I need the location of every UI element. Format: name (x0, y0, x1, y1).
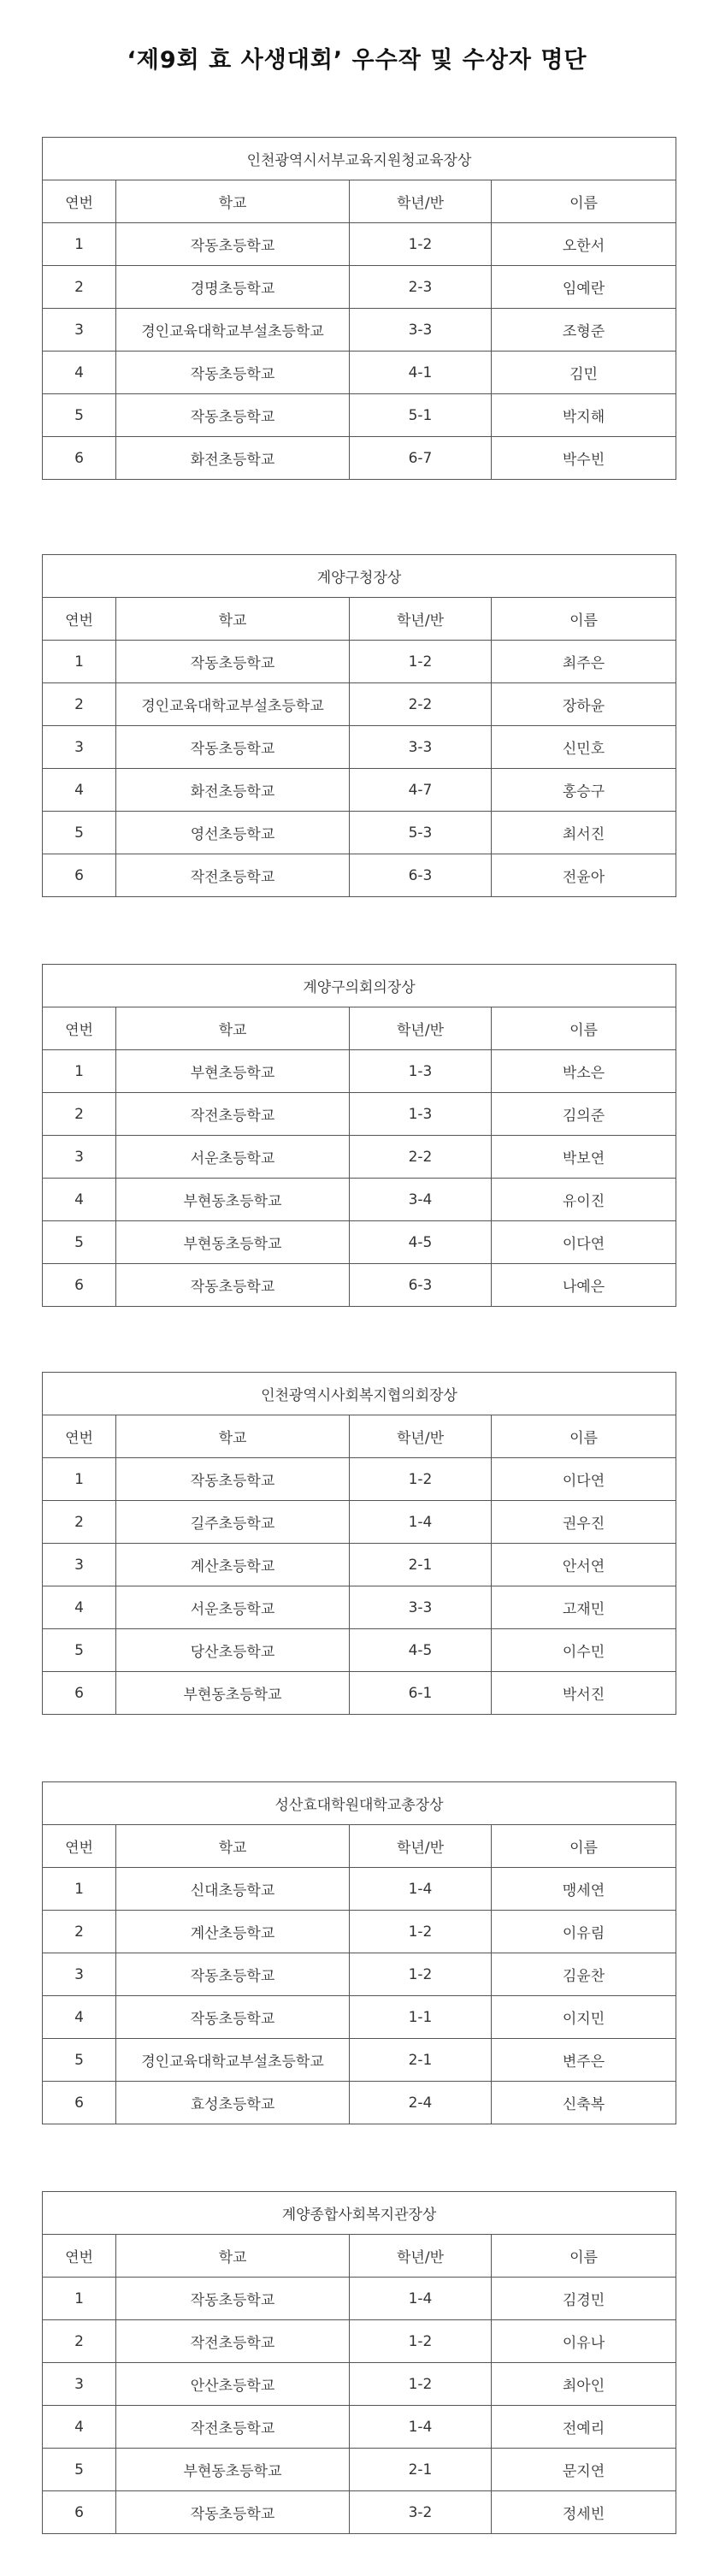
header-school: 학교 (116, 2235, 350, 2278)
cell-school: 계산초등학교 (116, 1911, 350, 1953)
header-grade-class: 학년/반 (350, 598, 492, 641)
header-number: 연번 (43, 180, 116, 223)
cell-grade-class: 1-2 (350, 1458, 492, 1501)
header-grade-class: 학년/반 (350, 1007, 492, 1050)
cell-school: 경인교육대학교부설초등학교 (116, 2039, 350, 2082)
header-grade-class: 학년/반 (350, 1415, 492, 1458)
cell-school: 영선초등학교 (116, 812, 350, 854)
cell-number: 5 (43, 394, 116, 437)
cell-school: 효성초등학교 (116, 2082, 350, 2124)
cell-number: 1 (43, 2278, 116, 2320)
cell-school: 작동초등학교 (116, 2491, 350, 2534)
table-row (43, 1868, 676, 1911)
cell-school: 작동초등학교 (116, 352, 350, 394)
cell-number: 5 (43, 812, 116, 854)
page-title: ‘제9회 효 사생대회’ 우수작 및 수상자 명단 (127, 47, 587, 74)
cell-grade-class: 2-3 (350, 266, 492, 309)
cell-number: 2 (43, 1911, 116, 1953)
cell-name: 이수민 (492, 1629, 676, 1672)
cell-name: 권우진 (492, 1501, 676, 1544)
cell-grade-class: 1-1 (350, 1996, 492, 2039)
cell-school: 작동초등학교 (116, 1458, 350, 1501)
cell-name: 김민 (492, 352, 676, 394)
cell-name: 이유림 (492, 1911, 676, 1953)
cell-school: 경인교육대학교부설초등학교 (116, 683, 350, 726)
award-title: 계양종합사회복지관장상 (43, 2192, 676, 2235)
cell-name: 안서연 (492, 1544, 676, 1586)
cell-grade-class: 1-2 (350, 1953, 492, 1996)
cell-name: 이유나 (492, 2320, 676, 2363)
award-title: 인천광역시서부교육지원청교육장상 (43, 138, 676, 180)
cell-number: 2 (43, 1093, 116, 1136)
table-row (43, 1586, 676, 1629)
cell-name: 김윤찬 (492, 1953, 676, 1996)
table-row (43, 2039, 676, 2082)
cell-school: 작동초등학교 (116, 2278, 350, 2320)
award-table-1 (42, 137, 676, 480)
cell-grade-class: 3-4 (350, 1179, 492, 1221)
cell-grade-class: 1-3 (350, 1050, 492, 1093)
cell-name: 이다연 (492, 1458, 676, 1501)
cell-number: 3 (43, 1136, 116, 1179)
cell-number: 3 (43, 309, 116, 352)
cell-grade-class: 1-2 (350, 1911, 492, 1953)
header-school: 학교 (116, 1825, 350, 1868)
cell-school: 부현동초등학교 (116, 1221, 350, 1264)
header-name: 이름 (492, 1007, 676, 1050)
table-row (43, 1264, 676, 1307)
cell-name: 고재민 (492, 1586, 676, 1629)
table-row (43, 769, 676, 812)
cell-school: 작전초등학교 (116, 2320, 350, 2363)
cell-name: 나예은 (492, 1264, 676, 1307)
table-row (43, 1996, 676, 2039)
header-number: 연번 (43, 1007, 116, 1050)
cell-grade-class: 6-7 (350, 437, 492, 480)
cell-number: 6 (43, 854, 116, 897)
cell-name: 홍승구 (492, 769, 676, 812)
table-row (43, 854, 676, 897)
cell-name: 이다연 (492, 1221, 676, 1264)
header-name: 이름 (492, 1415, 676, 1458)
cell-grade-class: 2-2 (350, 683, 492, 726)
cell-number: 2 (43, 2320, 116, 2363)
cell-grade-class: 1-4 (350, 2406, 492, 2449)
cell-grade-class: 1-4 (350, 1868, 492, 1911)
cell-school: 부현초등학교 (116, 1050, 350, 1093)
cell-school: 부현동초등학교 (116, 1672, 350, 1715)
header-number: 연번 (43, 2235, 116, 2278)
cell-name: 최아인 (492, 2363, 676, 2406)
table-row (43, 1093, 676, 1136)
table-row (43, 2363, 676, 2406)
cell-number: 1 (43, 641, 116, 683)
cell-school: 서운초등학교 (116, 1586, 350, 1629)
cell-grade-class: 1-4 (350, 2278, 492, 2320)
cell-name: 전예리 (492, 2406, 676, 2449)
cell-grade-class: 1-2 (350, 641, 492, 683)
header-grade-class: 학년/반 (350, 180, 492, 223)
header-school: 학교 (116, 1007, 350, 1050)
cell-name: 박소은 (492, 1050, 676, 1093)
cell-number: 4 (43, 1586, 116, 1629)
cell-grade-class: 1-3 (350, 1093, 492, 1136)
cell-school: 작동초등학교 (116, 223, 350, 266)
cell-name: 전윤아 (492, 854, 676, 897)
cell-grade-class: 2-2 (350, 1136, 492, 1179)
cell-name: 최서진 (492, 812, 676, 854)
table-row (43, 1458, 676, 1501)
table-row (43, 1050, 676, 1093)
cell-grade-class: 2-1 (350, 2449, 492, 2491)
cell-school: 작동초등학교 (116, 1996, 350, 2039)
cell-school: 당산초등학교 (116, 1629, 350, 1672)
header-name: 이름 (492, 1825, 676, 1868)
table-row (43, 1221, 676, 1264)
cell-name: 정세빈 (492, 2491, 676, 2534)
cell-grade-class: 1-4 (350, 1501, 492, 1544)
cell-name: 문지연 (492, 2449, 676, 2491)
header-row (43, 1007, 676, 1050)
cell-grade-class: 4-5 (350, 1221, 492, 1264)
header-row (43, 1825, 676, 1868)
cell-grade-class: 2-1 (350, 2039, 492, 2082)
cell-school: 계산초등학교 (116, 1544, 350, 1586)
cell-name: 맹세연 (492, 1868, 676, 1911)
award-table-6 (42, 2191, 676, 2534)
table-row (43, 352, 676, 394)
cell-school: 작전초등학교 (116, 854, 350, 897)
header-row (43, 1415, 676, 1458)
cell-number: 3 (43, 726, 116, 769)
cell-name: 박지해 (492, 394, 676, 437)
cell-school: 길주초등학교 (116, 1501, 350, 1544)
cell-number: 5 (43, 1221, 116, 1264)
table-row (43, 437, 676, 480)
award-table-2 (42, 554, 676, 897)
cell-grade-class: 1-2 (350, 223, 492, 266)
table-row (43, 2406, 676, 2449)
table-row (43, 1629, 676, 1672)
cell-name: 박서진 (492, 1672, 676, 1715)
award-title: 성산효대학원대학교총장상 (43, 1782, 676, 1825)
cell-grade-class: 5-1 (350, 394, 492, 437)
header-name: 이름 (492, 598, 676, 641)
cell-name: 김경민 (492, 2278, 676, 2320)
table-row (43, 2449, 676, 2491)
cell-name: 최주은 (492, 641, 676, 683)
cell-school: 서운초등학교 (116, 1136, 350, 1179)
table-row (43, 812, 676, 854)
cell-number: 2 (43, 1501, 116, 1544)
header-school: 학교 (116, 180, 350, 223)
cell-school: 화전초등학교 (116, 769, 350, 812)
cell-school: 작전초등학교 (116, 2406, 350, 2449)
cell-grade-class: 6-3 (350, 854, 492, 897)
cell-number: 3 (43, 2363, 116, 2406)
cell-grade-class: 2-1 (350, 1544, 492, 1586)
table-row (43, 2278, 676, 2320)
table-row (43, 1544, 676, 1586)
header-number: 연번 (43, 1415, 116, 1458)
cell-grade-class: 6-3 (350, 1264, 492, 1307)
cell-grade-class: 4-7 (350, 769, 492, 812)
cell-name: 신민호 (492, 726, 676, 769)
cell-number: 1 (43, 1050, 116, 1093)
table-row (43, 2082, 676, 2124)
cell-number: 4 (43, 769, 116, 812)
cell-school: 부현동초등학교 (116, 2449, 350, 2491)
cell-number: 5 (43, 2449, 116, 2491)
award-table-5 (42, 1781, 676, 2124)
cell-number: 4 (43, 1179, 116, 1221)
cell-grade-class: 3-3 (350, 1586, 492, 1629)
header-grade-class: 학년/반 (350, 1825, 492, 1868)
cell-grade-class: 4-1 (350, 352, 492, 394)
cell-school: 작동초등학교 (116, 1264, 350, 1307)
cell-number: 1 (43, 1458, 116, 1501)
cell-number: 1 (43, 1868, 116, 1911)
table-row (43, 1501, 676, 1544)
cell-name: 박보연 (492, 1136, 676, 1179)
header-row (43, 180, 676, 223)
cell-name: 장하윤 (492, 683, 676, 726)
header-row (43, 598, 676, 641)
cell-school: 작동초등학교 (116, 641, 350, 683)
cell-name: 이지민 (492, 1996, 676, 2039)
cell-number: 6 (43, 2082, 116, 2124)
cell-school: 작동초등학교 (116, 726, 350, 769)
table-row (43, 726, 676, 769)
cell-number: 6 (43, 1672, 116, 1715)
cell-number: 2 (43, 683, 116, 726)
cell-name: 변주은 (492, 2039, 676, 2082)
cell-grade-class: 4-5 (350, 1629, 492, 1672)
table-row (43, 2320, 676, 2363)
cell-grade-class: 1-2 (350, 2320, 492, 2363)
cell-number: 1 (43, 223, 116, 266)
cell-number: 5 (43, 1629, 116, 1672)
cell-grade-class: 2-4 (350, 2082, 492, 2124)
cell-grade-class: 6-1 (350, 1672, 492, 1715)
cell-name: 박수빈 (492, 437, 676, 480)
header-number: 연번 (43, 598, 116, 641)
cell-name: 유이진 (492, 1179, 676, 1221)
header-school: 학교 (116, 598, 350, 641)
cell-grade-class: 3-2 (350, 2491, 492, 2534)
cell-number: 4 (43, 352, 116, 394)
cell-number: 3 (43, 1953, 116, 1996)
award-title: 계양구청장상 (43, 555, 676, 598)
award-title: 인천광역시사회복지협의회장상 (43, 1373, 676, 1415)
table-row (43, 683, 676, 726)
cell-number: 5 (43, 2039, 116, 2082)
cell-school: 경명초등학교 (116, 266, 350, 309)
table-row (43, 1953, 676, 1996)
cell-school: 신대초등학교 (116, 1868, 350, 1911)
cell-number: 6 (43, 437, 116, 480)
cell-school: 작전초등학교 (116, 1093, 350, 1136)
cell-school: 화전초등학교 (116, 437, 350, 480)
header-school: 학교 (116, 1415, 350, 1458)
table-row (43, 309, 676, 352)
table-row (43, 1179, 676, 1221)
cell-grade-class: 3-3 (350, 309, 492, 352)
cell-school: 작동초등학교 (116, 1953, 350, 1996)
cell-number: 4 (43, 1996, 116, 2039)
cell-school: 작동초등학교 (116, 394, 350, 437)
cell-school: 부현동초등학교 (116, 1179, 350, 1221)
table-row (43, 641, 676, 683)
award-table-3 (42, 964, 676, 1307)
table-row (43, 1672, 676, 1715)
cell-name: 신축복 (492, 2082, 676, 2124)
table-row (43, 394, 676, 437)
header-grade-class: 학년/반 (350, 2235, 492, 2278)
cell-number: 3 (43, 1544, 116, 1586)
table-row (43, 2491, 676, 2534)
table-row (43, 266, 676, 309)
cell-name: 임예란 (492, 266, 676, 309)
cell-school: 안산초등학교 (116, 2363, 350, 2406)
table-row (43, 223, 676, 266)
cell-grade-class: 3-3 (350, 726, 492, 769)
header-row (43, 2235, 676, 2278)
cell-name: 오한서 (492, 223, 676, 266)
cell-grade-class: 5-3 (350, 812, 492, 854)
header-name: 이름 (492, 180, 676, 223)
cell-school: 경인교육대학교부설초등학교 (116, 309, 350, 352)
table-row (43, 1911, 676, 1953)
cell-number: 6 (43, 1264, 116, 1307)
award-table-4 (42, 1372, 676, 1715)
award-title: 계양구의회의장상 (43, 965, 676, 1007)
cell-number: 6 (43, 2491, 116, 2534)
cell-number: 2 (43, 266, 116, 309)
cell-grade-class: 1-2 (350, 2363, 492, 2406)
cell-name: 김의준 (492, 1093, 676, 1136)
header-name: 이름 (492, 2235, 676, 2278)
header-number: 연번 (43, 1825, 116, 1868)
table-row (43, 1136, 676, 1179)
cell-number: 4 (43, 2406, 116, 2449)
cell-name: 조형준 (492, 309, 676, 352)
